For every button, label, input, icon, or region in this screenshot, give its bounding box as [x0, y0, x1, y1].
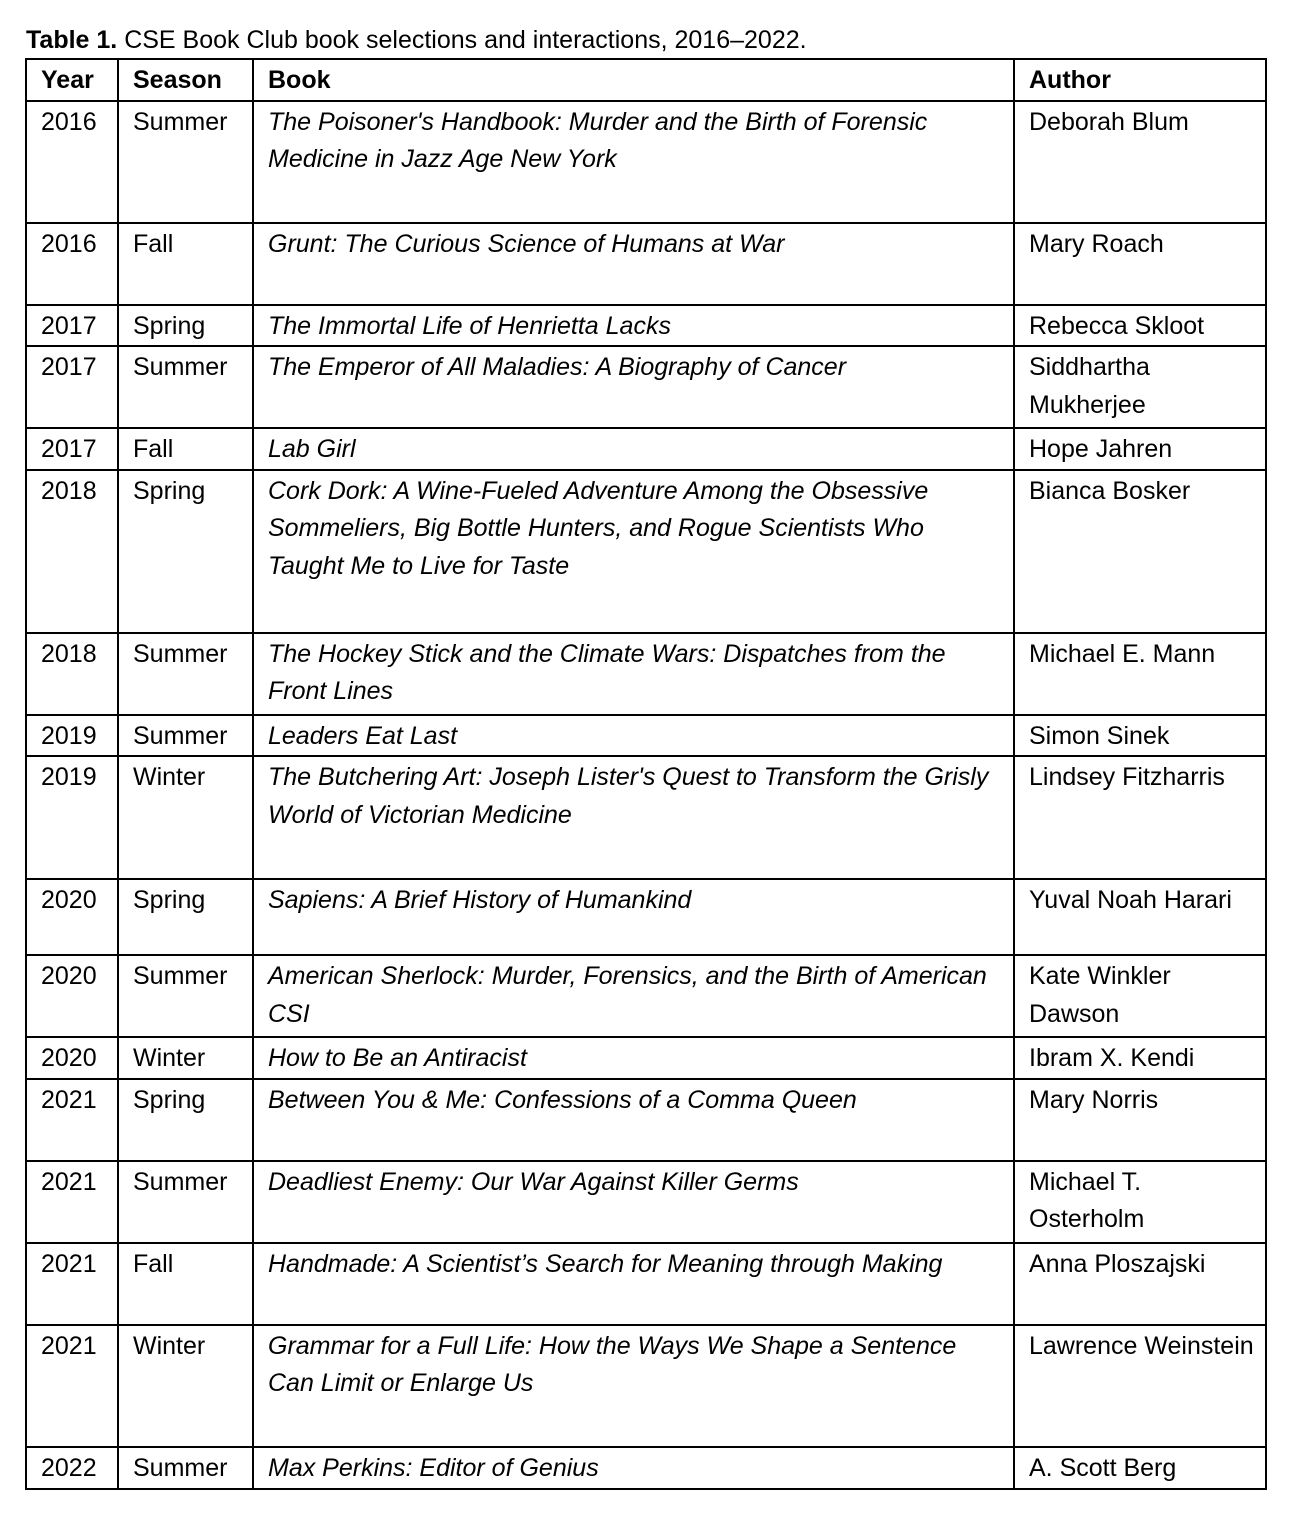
cell-year: 2018	[26, 470, 118, 633]
cell-year: 2020	[26, 879, 118, 955]
table-row	[26, 470, 1266, 633]
cell-year: 2017	[26, 346, 118, 428]
cell-author: Lawrence Weinstein	[1014, 1325, 1266, 1447]
table-caption-text: CSE Book Club book selections and interactions, 2016–2022.	[117, 26, 807, 54]
cell-season: Fall	[118, 428, 253, 470]
cell-year: 2016	[26, 223, 118, 305]
cell-season: Fall	[118, 223, 253, 305]
cell-season: Spring	[118, 305, 253, 347]
cell-book: Lab Girl	[253, 428, 1014, 470]
cell-author: Yuval Noah Harari	[1014, 879, 1266, 955]
cell-season: Summer	[118, 715, 253, 757]
header-author: Author	[1014, 59, 1266, 101]
cell-year: 2016	[26, 101, 118, 223]
header-season: Season	[118, 59, 253, 101]
header-year: Year	[26, 59, 118, 101]
cell-author: Mary Norris	[1014, 1079, 1266, 1161]
table-row	[26, 955, 1266, 1037]
cell-year: 2021	[26, 1243, 118, 1325]
table-row	[26, 1243, 1266, 1325]
cell-season: Summer	[118, 1161, 253, 1243]
cell-author: Bianca Bosker	[1014, 470, 1266, 633]
cell-author: A. Scott Berg	[1014, 1447, 1266, 1489]
table-row	[26, 1325, 1266, 1447]
table-row	[26, 305, 1266, 347]
table-row	[26, 715, 1266, 757]
cell-season: Spring	[118, 879, 253, 955]
cell-book: Sapiens: A Brief History of Humankind	[253, 879, 1014, 955]
cell-year: 2019	[26, 715, 118, 757]
cell-book: Handmade: A Scientist’s Search for Meaning through Making	[253, 1243, 1014, 1325]
cell-year: 2017	[26, 428, 118, 470]
cell-season: Winter	[118, 1037, 253, 1079]
cell-year: 2019	[26, 756, 118, 879]
cell-year: 2021	[26, 1161, 118, 1243]
cell-book: Deadliest Enemy: Our War Against Killer Germs	[253, 1161, 1014, 1243]
cell-book: American Sherlock: Murder, Forensics, and the Birth of American CSI	[253, 955, 1014, 1037]
cell-book: Leaders Eat Last	[253, 715, 1014, 757]
cell-year: 2021	[26, 1325, 118, 1447]
cell-year: 2022	[26, 1447, 118, 1489]
cell-book: The Hockey Stick and the Climate Wars: Dispatches from the Front Lines	[253, 633, 1014, 715]
cell-book: Grunt: The Curious Science of Humans at War	[253, 223, 1014, 305]
cell-book: The Emperor of All Maladies: A Biography of Cancer	[253, 346, 1014, 428]
table-row	[26, 756, 1266, 879]
cell-season: Winter	[118, 1325, 253, 1447]
cell-book: Between You & Me: Confessions of a Comma Queen	[253, 1079, 1014, 1161]
cell-season: Summer	[118, 101, 253, 223]
cell-season: Summer	[118, 633, 253, 715]
cell-author: Michael T. Osterholm	[1014, 1161, 1266, 1243]
table-row	[26, 1161, 1266, 1243]
table-row	[26, 633, 1266, 715]
cell-author: Mary Roach	[1014, 223, 1266, 305]
cell-year: 2021	[26, 1079, 118, 1161]
cell-author: Michael E. Mann	[1014, 633, 1266, 715]
header-book: Book	[253, 59, 1014, 101]
table-row	[26, 428, 1266, 470]
cell-year: 2020	[26, 1037, 118, 1079]
table-row	[26, 1079, 1266, 1161]
table-header-row	[26, 59, 1266, 101]
cell-season: Summer	[118, 346, 253, 428]
cell-season: Fall	[118, 1243, 253, 1325]
cell-author: Lindsey Fitzharris	[1014, 756, 1266, 879]
cell-book: The Poisoner's Handbook: Murder and the Birth of Forensic Medicine in Jazz Age New York	[253, 101, 1014, 223]
cell-book: The Immortal Life of Henrietta Lacks	[253, 305, 1014, 347]
cell-season: Spring	[118, 470, 253, 633]
cell-author: Deborah Blum	[1014, 101, 1266, 223]
table-caption	[26, 24, 807, 56]
cell-year: 2018	[26, 633, 118, 715]
table-row	[26, 101, 1266, 223]
cell-book: The Butchering Art: Joseph Lister's Quest to Transform the Grisly World of Victorian Medicine	[253, 756, 1014, 879]
cell-author: Siddhartha Mukherjee	[1014, 346, 1266, 428]
cell-author: Anna Ploszajski	[1014, 1243, 1266, 1325]
cell-season: Winter	[118, 756, 253, 879]
table-row	[26, 223, 1266, 305]
cell-book: How to Be an Antiracist	[253, 1037, 1014, 1079]
cell-book: Max Perkins: Editor of Genius	[253, 1447, 1014, 1489]
cell-book: Grammar for a Full Life: How the Ways We Shape a Sentence Can Limit or Enlarge Us	[253, 1325, 1014, 1447]
table-caption-label: Table 1.	[26, 26, 118, 54]
cell-season: Summer	[118, 1447, 253, 1489]
table-row	[26, 1447, 1266, 1489]
book-selections-table	[25, 58, 1267, 1490]
cell-author: Hope Jahren	[1014, 428, 1266, 470]
table-row	[26, 1037, 1266, 1079]
cell-book: Cork Dork: A Wine-Fueled Adventure Among the Obsessive Sommeliers, Big Bottle Hunters, and Rogue Scientists Who Taught Me to Live for Taste	[253, 470, 1014, 633]
cell-year: 2017	[26, 305, 118, 347]
cell-year: 2020	[26, 955, 118, 1037]
cell-author: Kate Winkler Dawson	[1014, 955, 1266, 1037]
cell-author: Simon Sinek	[1014, 715, 1266, 757]
cell-season: Spring	[118, 1079, 253, 1161]
cell-author: Ibram X. Kendi	[1014, 1037, 1266, 1079]
cell-season: Summer	[118, 955, 253, 1037]
table-row	[26, 346, 1266, 428]
cell-author: Rebecca Skloot	[1014, 305, 1266, 347]
table-row	[26, 879, 1266, 955]
